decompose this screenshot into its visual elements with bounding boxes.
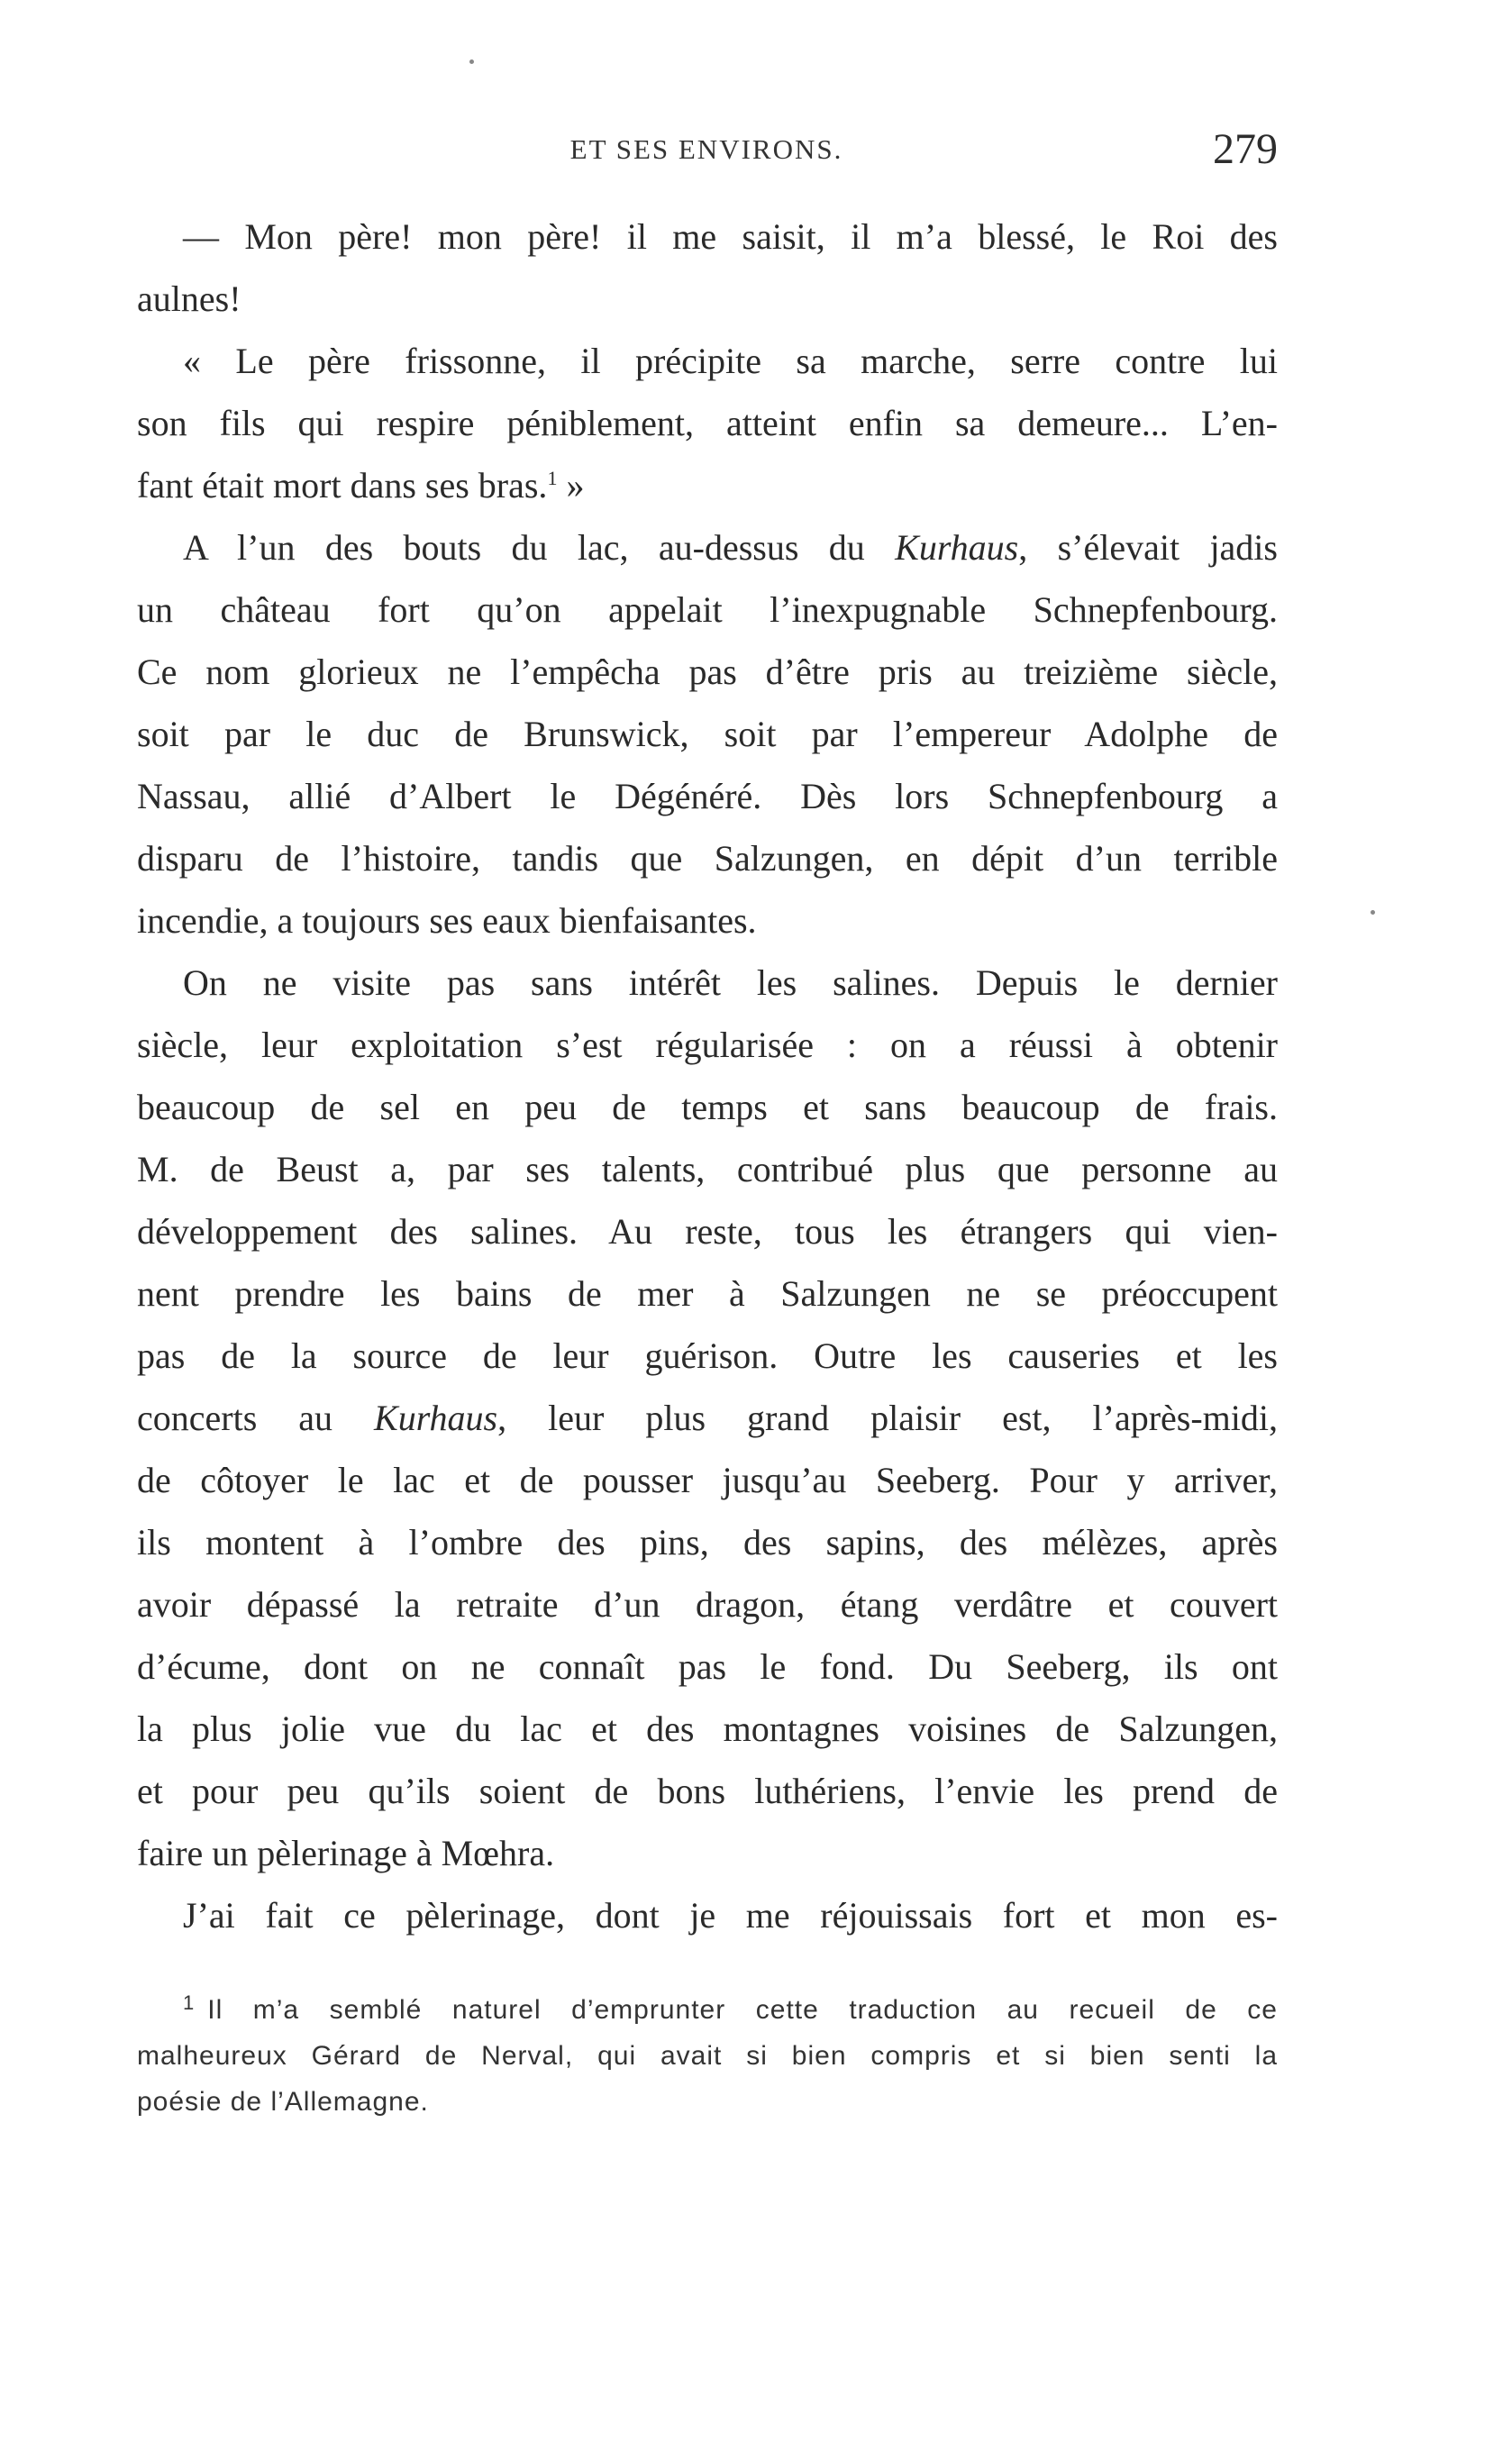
text-line: — Mon père! mon père! il me saisit, il m’a blessé, le Roi des — [183, 216, 1278, 257]
text-line: beaucoup de sel en peu de temps et sans beaucoup de frais. — [137, 1087, 1278, 1127]
page-number: 279 — [1213, 125, 1278, 173]
footnote-line: malheureux Gérard de Nerval, qui avait si bien compris et si bien senti la — [137, 2041, 1278, 2071]
text-line: siècle, leur exploitation s’est régularisée : on a réussi à obtenir — [137, 1025, 1278, 1065]
text-line: pas de la source de leur guérison. Outre les causeries et les — [137, 1335, 1278, 1376]
running-title: ET SES ENVIRONS. — [569, 133, 843, 165]
text-line: avoir dépassé la retraite d’un dragon, étang verdâtre et couvert — [137, 1584, 1278, 1625]
text-line: d’écume, dont on ne connaît pas le fond. Du Seeberg, ils ont — [137, 1646, 1278, 1687]
text-line: un château fort qu’on appelait l’inexpugnable Schnepfenbourg. — [137, 589, 1278, 630]
body-text — [137, 205, 1278, 1946]
text-segment: A l’un des bouts du lac, au-dessus du — [183, 527, 896, 568]
text-line: soit par le duc de Brunswick, soit par l’empereur Adolphe de — [137, 714, 1278, 754]
footnote-reference: 1 — [547, 467, 558, 489]
text-line: Nassau, allié d’Albert le Dégénéré. Dès lors Schnepfenbourg a — [137, 776, 1278, 816]
text-line: de côtoyer le lac et de pousser jusqu’au Seeberg. Pour y arriver, — [137, 1460, 1278, 1500]
text-line: « Le père frissonne, il précipite sa marche, serre contre lui — [183, 341, 1278, 381]
text-line — [137, 1387, 1278, 1449]
text-line — [137, 454, 1278, 516]
text-line: et pour peu qu’ils soient de bons luthériens, l’envie les prend de — [137, 1771, 1278, 1811]
text-line: M. de Beust a, par ses talents, contribué plus que personne au — [137, 1149, 1278, 1189]
text-line: nent prendre les bains de mer à Salzungen ne se préoccupent — [137, 1273, 1278, 1314]
text-segment: concerts au — [137, 1398, 375, 1438]
text-line: On ne visite pas sans intérêt les salines. Depuis le dernier — [183, 962, 1278, 1003]
text-line: la plus jolie vue du lac et des montagnes voisines de Salzungen, — [137, 1708, 1278, 1749]
paper-speck — [1371, 910, 1375, 915]
text-segment: , leur plus grand plaisir est, l’après-midi, — [497, 1398, 1279, 1438]
italic-term: Kurhaus — [895, 527, 1019, 568]
footnote-mark: 1 — [183, 1991, 196, 2014]
text-line: J’ai fait ce pèlerinage, dont je me réjouissais fort et mon es- — [183, 1895, 1278, 1936]
text-line: Ce nom glorieux ne l’empêcha pas d’être pris au treizième siècle, — [137, 651, 1278, 692]
text-segment: , s’élevait jadis — [1018, 527, 1278, 568]
text-segment: fant était mort dans ses bras. — [137, 465, 548, 506]
paper-speck — [469, 59, 474, 64]
text-line: ils montent à l’ombre des pins, des sapins, des mélèzes, après — [137, 1522, 1278, 1563]
text-line: développement des salines. Au reste, tous les étrangers qui vien- — [137, 1211, 1278, 1252]
running-head — [135, 124, 1278, 178]
footnote — [137, 1987, 1278, 2125]
italic-term: Kurhaus — [374, 1398, 498, 1438]
text-segment: » — [557, 465, 585, 506]
text-line: aulnes! — [137, 278, 241, 319]
footnote-text: Il m’a semblé naturel d’emprunter cette traduction au recueil de ce — [207, 1995, 1278, 2025]
footnote-line — [137, 1987, 1278, 2033]
text-line: son fils qui respire péniblement, atteint enfin sa demeure... L’en- — [137, 403, 1278, 443]
text-line: faire un pèlerinage à Mœhra. — [137, 1833, 555, 1873]
text-line — [137, 516, 1278, 579]
text-line: incendie, a toujours ses eaux bienfaisantes. — [137, 900, 757, 941]
footnote-line: poésie de l’Allemagne. — [137, 2087, 429, 2117]
text-line: disparu de l’histoire, tandis que Salzungen, en dépit d’un terrible — [137, 838, 1278, 879]
